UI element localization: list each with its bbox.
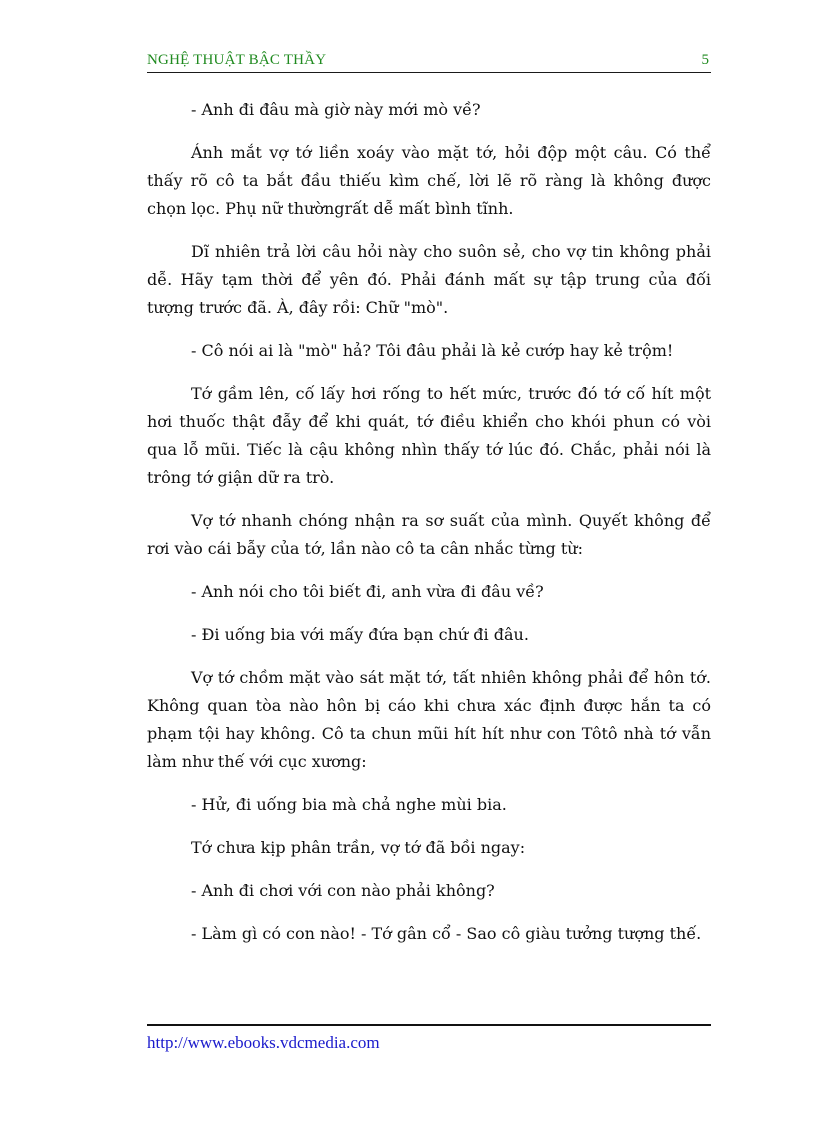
paragraph: - Anh đi đâu mà giờ này mới mò về?	[191, 100, 481, 119]
paragraph: Ánh mắt vợ tớ liền xoáy vào mặt tớ, hỏi độp một câu. Có thể thấy rõ cô ta bắt đầu thiếu kìm chế, lời lẽ rõ ràng là không được chọn lọc. Phụ nữ thườngrất dễ mất bình tĩnh.	[147, 143, 711, 218]
page-header	[147, 52, 711, 73]
paragraph: Vợ tớ chồm mặt vào sát mặt tớ, tất nhiên không phải để hôn tớ. Không quan tòa nào hôn bị cáo khi chưa xác định được hắn ta có phạm tội hay không. Cô ta chun mũi hít hít như con Tôtô nhà tớ vẫn làm như thế với cục xương:	[147, 668, 711, 771]
paragraph: - Anh đi chơi với con nào phải không?	[191, 881, 495, 900]
paragraph: Tớ gầm lên, cố lấy hơi rống to hết mức, trước đó tớ cố hít một hơi thuốc thật đẫy để khi quát, tớ điều khiển cho khói phun có vòi qua lỗ mũi. Tiếc là cậu không nhìn thấy tớ lúc đó. Chắc, phải nói là trông tớ giận dữ ra trò.	[147, 384, 711, 487]
page-content	[147, 96, 711, 963]
paragraph: Dĩ nhiên trả lời câu hỏi này cho suôn sẻ, cho vợ tin không phải dễ. Hãy tạm thời để yên đó. Phải đánh mất sự tập trung của đối tượng trước đã. À, đây rồi: Chữ "mò".	[147, 242, 711, 317]
paragraph: - Cô nói ai là "mò" hả? Tôi đâu phải là kẻ cướp hay kẻ trộm!	[191, 341, 674, 360]
book-title: NGHỆ THUẬT BẬC THẦY	[147, 52, 327, 68]
paragraph: Vợ tớ nhanh chóng nhận ra sơ suất của mình. Quyết không để rơi vào cái bẫy của tớ, lần nào cô ta cân nhắc từng từ:	[147, 511, 711, 558]
footer-divider	[147, 1024, 711, 1026]
website-link[interactable]: http://www.ebooks.vdcmedia.com	[147, 1033, 380, 1052]
paragraph: Tớ chưa kịp phân trần, vợ tớ đã bồi ngay:	[191, 838, 526, 857]
paragraph: - Làm gì có con nào! - Tớ gân cổ - Sao cô giàu tưởng tượng thế.	[191, 924, 702, 943]
paragraph: - Anh nói cho tôi biết đi, anh vừa đi đâu về?	[191, 582, 544, 601]
page-number: 5	[701, 52, 709, 68]
paragraph: - Đi uống bia với mấy đứa bạn chứ đi đâu.	[191, 625, 529, 644]
paragraph: - Hử, đi uống bia mà chả nghe mùi bia.	[191, 795, 507, 814]
